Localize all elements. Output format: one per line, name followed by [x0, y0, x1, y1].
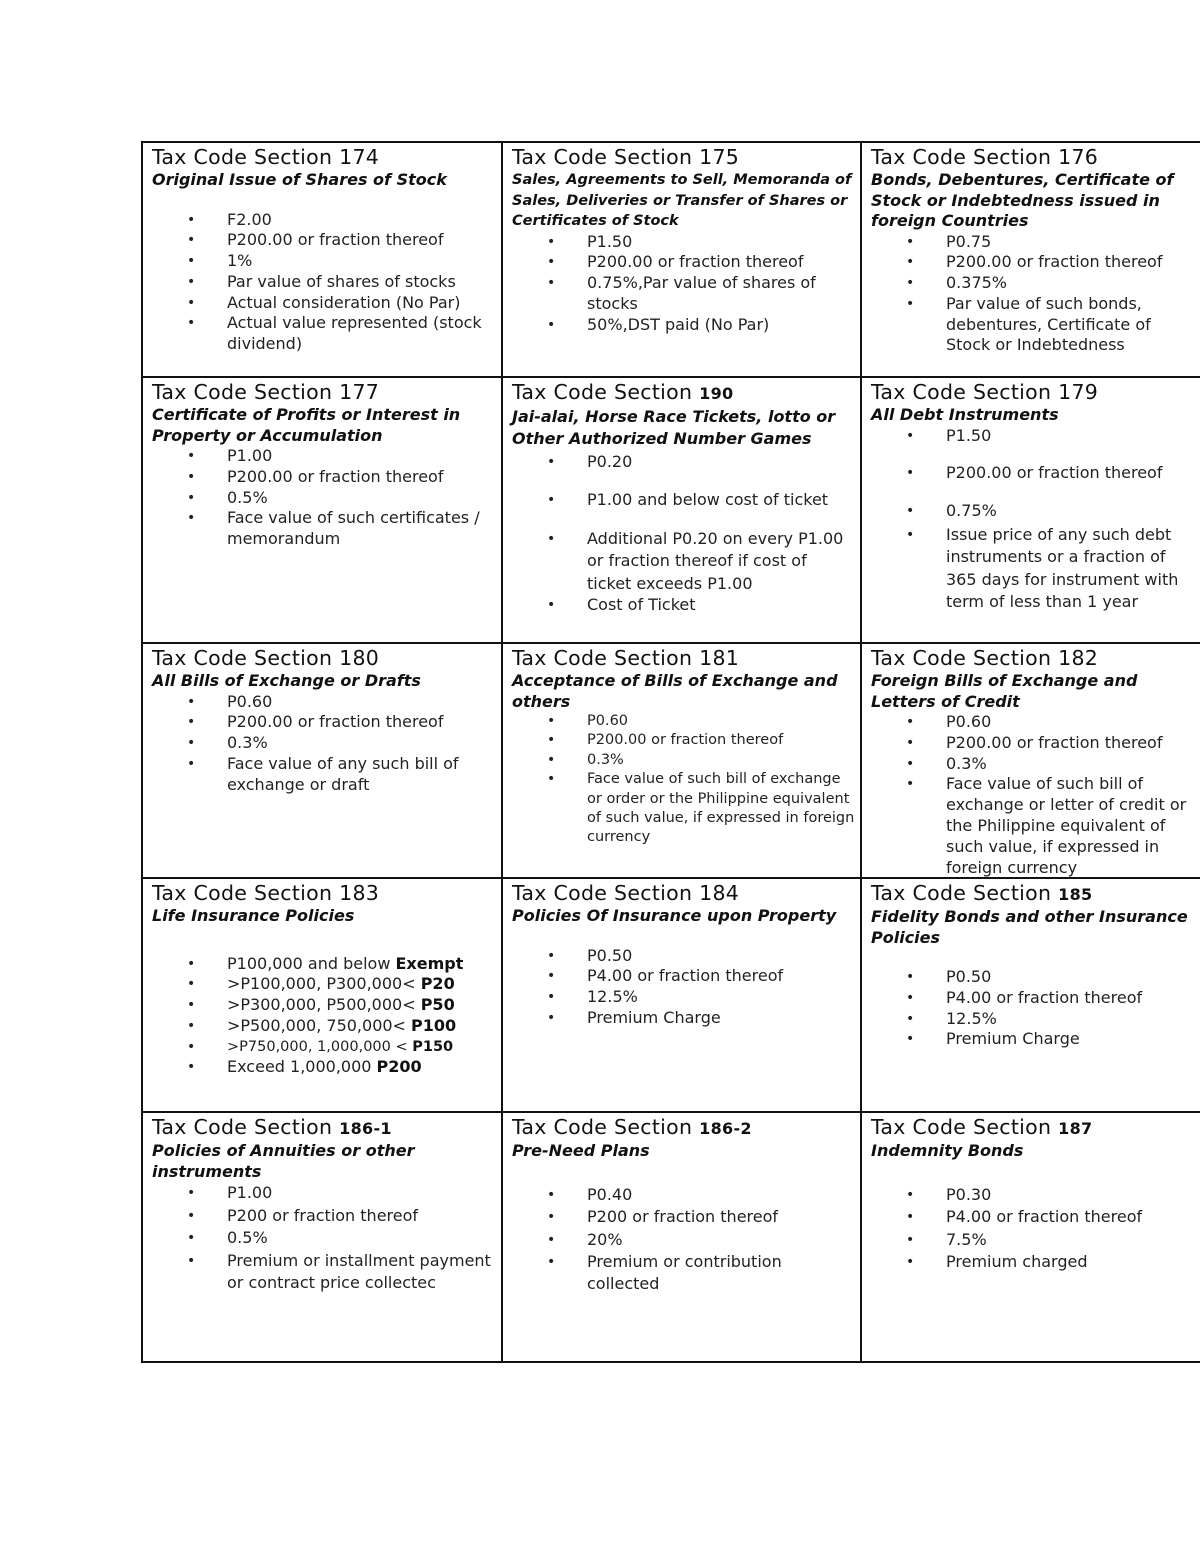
- list-item: • Par value of such bonds, debentures, Certificate of Stock or Indebtedness: [906, 293, 1151, 355]
- bullet-icon: •: [906, 275, 915, 292]
- bullet-icon: •: [547, 1186, 556, 1203]
- bullet-icon: •: [547, 316, 556, 333]
- bullet-icon: •: [187, 1230, 196, 1246]
- rate-amount: P50: [420, 995, 455, 1015]
- table-cell-177: [143, 378, 503, 644]
- bullet-icon: •: [906, 295, 915, 312]
- bullet-icon: •: [906, 1254, 915, 1270]
- cell-subtitle: Certificate of Profits or Interest in Property or Accumulation: [152, 405, 461, 445]
- list-item: • Face value of any such bill of exchange or draft: [187, 753, 459, 794]
- list-item: • 0.75%,Par value of shares of stocks: [547, 273, 816, 313]
- list-item: • P0.40: [547, 1184, 856, 1207]
- bullet-icon: •: [187, 253, 196, 270]
- cell-subtitle: All Debt Instruments: [871, 405, 1059, 424]
- bullet-icon: •: [547, 1231, 556, 1248]
- bullet-icon: •: [906, 233, 915, 250]
- cell-title: Tax Code Section 180: [152, 646, 380, 670]
- list-item: • P0.60: [906, 712, 992, 731]
- list-item: • 7.5%: [906, 1229, 1198, 1252]
- cell-title: Tax Code Section 177: [152, 380, 380, 404]
- cell-title: Tax Code Section 179: [871, 380, 1099, 404]
- bullet-icon: •: [187, 1038, 196, 1055]
- bullet-icon: •: [906, 755, 915, 772]
- list-item: • Issue price of any such debt instruments or a fraction of 365 days for instrument with term of less than 1 year: [906, 524, 1179, 612]
- rate-list: [871, 712, 1198, 878]
- rate-list: [152, 692, 497, 796]
- bullet-icon: •: [187, 468, 196, 485]
- bullet-icon: •: [187, 714, 196, 731]
- bullet-icon: •: [187, 997, 196, 1014]
- rate-list: [512, 712, 856, 848]
- table-cell-183: [143, 879, 503, 1113]
- bullet-icon: •: [187, 1059, 196, 1076]
- cell-subtitle: Fidelity Bonds and other Insurance Policies: [871, 907, 1188, 947]
- list-item: • >P100,000, P300,000< P20: [187, 974, 455, 994]
- list-item: • 20%: [547, 1229, 856, 1252]
- table-cell-186-2: [503, 1113, 862, 1363]
- bullet-icon: •: [906, 714, 915, 730]
- table-cell-180: [143, 644, 503, 879]
- bullet-icon: •: [906, 1031, 915, 1048]
- list-item: • P4.00 or fraction thereof: [547, 966, 784, 986]
- bullet-icon: •: [187, 755, 196, 772]
- table-cell-176: [862, 143, 1200, 378]
- bullet-icon: •: [547, 732, 556, 749]
- list-item: • Premium charged: [906, 1251, 1198, 1274]
- list-item: • 0.75%: [906, 501, 997, 521]
- list-item: • 1%: [187, 251, 253, 271]
- bullet-icon: •: [547, 1009, 556, 1026]
- bullet-icon: •: [547, 491, 556, 508]
- rate-list: [871, 426, 1198, 614]
- bullet-icon: •: [547, 989, 556, 1006]
- list-item: • P200.00 or fraction thereof: [187, 712, 444, 732]
- rate-list: [152, 954, 497, 1079]
- cell-subtitle: Bonds, Debentures, Certificate of Stock or Indebtedness issued in foreign Countries: [871, 170, 1174, 230]
- bullet-icon: •: [547, 1209, 556, 1225]
- list-item: • P0.30: [906, 1184, 1198, 1207]
- table-cell-181: [503, 644, 862, 879]
- list-item: • 0.3%: [906, 753, 987, 773]
- bullet-icon: •: [187, 976, 196, 993]
- bullet-icon: •: [187, 211, 196, 228]
- rate-amount: P20: [420, 974, 455, 994]
- list-item: • 0.3%: [547, 751, 856, 770]
- bullet-icon: •: [547, 1254, 556, 1270]
- rate-amount: P200: [376, 1057, 422, 1077]
- list-item: • P1.50: [906, 425, 992, 445]
- rate-list: [512, 946, 856, 1029]
- list-item: • P200.00 or fraction thereof: [547, 731, 856, 750]
- list-item: • P200 or fraction thereof: [187, 1205, 497, 1228]
- bullet-icon: •: [547, 968, 556, 985]
- bullet-icon: •: [187, 448, 196, 464]
- rate-list: [871, 1184, 1198, 1274]
- bullet-icon: •: [906, 503, 915, 520]
- tax-code-table: [141, 141, 1200, 1363]
- cell-subtitle: Acceptance of Bills of Exchange and others: [512, 671, 838, 711]
- table-cell-185: [862, 879, 1200, 1113]
- section-number: 187: [1058, 1119, 1093, 1138]
- cell-subtitle: Policies of Annuities or other instruments: [152, 1141, 415, 1181]
- cell-title: Tax Code Section 190: [512, 380, 734, 404]
- bullet-icon: •: [187, 294, 196, 311]
- cell-title: Tax Code Section 186-2: [512, 1115, 752, 1139]
- bullet-icon: •: [547, 233, 556, 250]
- bullet-icon: •: [906, 969, 915, 985]
- cell-title: Tax Code Section 184: [512, 881, 740, 905]
- list-item: • Premium or installment payment or contract price collectec: [187, 1250, 491, 1292]
- rate-list: [512, 232, 856, 336]
- bullet-icon: •: [187, 232, 196, 249]
- cell-subtitle: Sales, Agreements to Sell, Memoranda of Sales, Deliveries or Transfer of Shares or Certificates of Stock: [512, 172, 852, 229]
- rate-list: [152, 1182, 497, 1294]
- table-cell-179: [862, 378, 1200, 644]
- list-item: • Face value of such certificates / memorandum: [187, 508, 480, 549]
- bullet-icon: •: [187, 315, 196, 332]
- list-item: • P200.00 or fraction thereof: [547, 252, 804, 272]
- bullet-icon: •: [906, 254, 915, 271]
- list-item: • P0.20: [547, 452, 633, 471]
- bullet-icon: •: [187, 510, 196, 527]
- bullet-icon: •: [187, 735, 196, 752]
- bullet-icon: •: [547, 275, 556, 292]
- list-item: • P1.00 and below cost of ticket: [547, 489, 829, 509]
- bullet-icon: •: [906, 526, 915, 543]
- cell-subtitle: Indemnity Bonds: [871, 1141, 1024, 1160]
- list-item: • P0.60: [187, 691, 273, 711]
- bullet-icon: •: [906, 465, 915, 482]
- list-item: • Premium Charge: [547, 1007, 721, 1027]
- cell-subtitle: Original Issue of Shares of Stock: [152, 170, 447, 189]
- bullet-icon: •: [547, 713, 556, 729]
- rate-list: [512, 1184, 856, 1296]
- bullet-icon: •: [547, 530, 556, 547]
- bullet-icon: •: [906, 776, 915, 793]
- table-cell-184: [503, 879, 862, 1113]
- bullet-icon: •: [187, 955, 196, 972]
- rate-amount: P100: [411, 1015, 457, 1035]
- table-cell-182: [862, 644, 1200, 879]
- table-cell-175: [503, 143, 862, 378]
- list-item: • P200.00 or fraction thereof: [187, 230, 444, 250]
- list-item: • P0.60: [547, 712, 856, 731]
- list-item: • Additional P0.20 on every P1.00 or fraction thereof if cost of ticket exceeds P1.00: [547, 528, 844, 593]
- bullet-icon: •: [187, 1185, 196, 1201]
- list-item: • 0.375%: [906, 273, 1008, 293]
- list-item: • P200 or fraction thereof: [547, 1206, 856, 1229]
- list-item: • >P750,000, 1,000,000 < P150: [187, 1037, 497, 1058]
- cell-title: Tax Code Section 181: [512, 646, 740, 670]
- rate-amount: Exempt: [395, 953, 464, 973]
- table-cell-187: [862, 1113, 1200, 1363]
- table-cell-174: [143, 143, 503, 378]
- list-item: • Par value of shares of stocks: [187, 271, 456, 291]
- cell-title: Tax Code Section 186-1: [152, 1115, 392, 1139]
- list-item: • Face value of such bill of exchange or letter of credit or the Philippine equivalent of such value, if expressed in foreign currency: [906, 774, 1187, 877]
- bullet-icon: •: [906, 1209, 915, 1225]
- list-item: • >P300,000, P500,000< P50: [187, 995, 455, 1015]
- list-item: • Premium or contribution collected: [547, 1252, 782, 1293]
- cell-subtitle: Life Insurance Policies: [152, 906, 355, 925]
- rate-list: [152, 210, 497, 356]
- section-number: 185: [1058, 885, 1093, 904]
- list-item: • P0.50: [547, 945, 633, 965]
- cell-subtitle: Foreign Bills of Exchange and Letters of Credit: [871, 671, 1138, 711]
- cell-title: Tax Code Section 185: [871, 881, 1093, 905]
- bullet-icon: •: [187, 273, 196, 290]
- list-item: • 12.5%: [547, 987, 638, 1007]
- bullet-icon: •: [906, 427, 915, 444]
- cell-subtitle: Jai-alai, Horse Race Tickets, lotto or Other Authorized Number Games: [512, 407, 836, 448]
- list-item: • P4.00 or fraction thereof: [906, 987, 1143, 1007]
- bullet-icon: •: [187, 489, 196, 506]
- bullet-icon: •: [906, 989, 915, 1006]
- bullet-icon: •: [187, 1252, 196, 1269]
- list-item: • P200.00 or fraction thereof: [906, 732, 1163, 752]
- list-item: • >P500,000, 750,000< P100: [187, 1015, 457, 1035]
- bullet-icon: •: [187, 1207, 196, 1224]
- section-number: 186-1: [339, 1119, 392, 1138]
- bullet-icon: •: [906, 1010, 915, 1027]
- list-item: • P1.00: [187, 1182, 497, 1205]
- list-item: • Premium Charge: [906, 1029, 1080, 1049]
- table-cell-190: [503, 378, 862, 644]
- rate-list: [512, 452, 856, 616]
- rate-list: [871, 967, 1198, 1050]
- bullet-icon: •: [547, 454, 556, 470]
- list-item: • P1.50: [547, 231, 633, 251]
- section-number: 190: [699, 384, 734, 403]
- list-item: • P4.00 or fraction thereof: [906, 1206, 1198, 1229]
- list-item: • 0.3%: [187, 733, 268, 753]
- list-item: • 12.5%: [906, 1008, 997, 1028]
- cell-title: Tax Code Section 183: [152, 881, 380, 905]
- list-item: • 0.5%: [187, 1227, 497, 1250]
- list-item: • P0.50: [906, 967, 992, 986]
- list-item: • Exceed 1,000,000 P200: [187, 1057, 422, 1077]
- list-item: • P200.00 or fraction thereof: [906, 252, 1163, 272]
- cell-subtitle: Policies Of Insurance upon Property: [512, 906, 837, 925]
- cell-title: Tax Code Section 174: [152, 145, 380, 169]
- bullet-icon: •: [547, 947, 556, 964]
- list-item: • Cost of Ticket: [547, 595, 696, 615]
- rate-amount: P150: [412, 1038, 454, 1055]
- list-item: • Actual consideration (No Par): [187, 292, 461, 312]
- bullet-icon: •: [906, 1231, 915, 1248]
- cell-title: Tax Code Section 182: [871, 646, 1099, 670]
- bullet-icon: •: [547, 254, 556, 271]
- rate-list: [871, 232, 1198, 357]
- cell-subtitle: Pre-Need Plans: [512, 1141, 650, 1160]
- bullet-icon: •: [547, 771, 556, 788]
- rate-list: [152, 446, 497, 550]
- bullet-icon: •: [187, 1017, 196, 1034]
- bullet-icon: •: [906, 1186, 915, 1203]
- list-item: • Face value of such bill of exchange or order or the Philippine equivalent of such value, if expressed in foreign currency: [547, 771, 855, 846]
- list-item: • 0.5%: [187, 487, 268, 507]
- list-item: • P1.00: [187, 446, 273, 465]
- cell-subtitle: All Bills of Exchange or Drafts: [152, 671, 421, 690]
- cell-title: Tax Code Section 176: [871, 145, 1099, 169]
- list-item: • F2.00: [187, 209, 272, 229]
- bullet-icon: •: [906, 734, 915, 751]
- table-cell-186-1: [143, 1113, 503, 1363]
- list-item: • P0.75: [906, 231, 992, 251]
- bullet-icon: •: [547, 751, 556, 768]
- list-item: • P200.00 or fraction thereof: [187, 466, 444, 486]
- list-item: • Actual value represented (stock dividend): [187, 313, 482, 354]
- bullet-icon: •: [187, 693, 196, 710]
- list-item: • P100,000 and below Exempt: [187, 953, 464, 973]
- list-item: • 50%,DST paid (No Par): [547, 314, 770, 334]
- section-number: 186-2: [699, 1119, 752, 1138]
- cell-title: Tax Code Section 175: [512, 145, 740, 169]
- list-item: • P200.00 or fraction thereof: [906, 463, 1163, 483]
- bullet-icon: •: [547, 597, 556, 614]
- cell-title: Tax Code Section 187: [871, 1115, 1093, 1139]
